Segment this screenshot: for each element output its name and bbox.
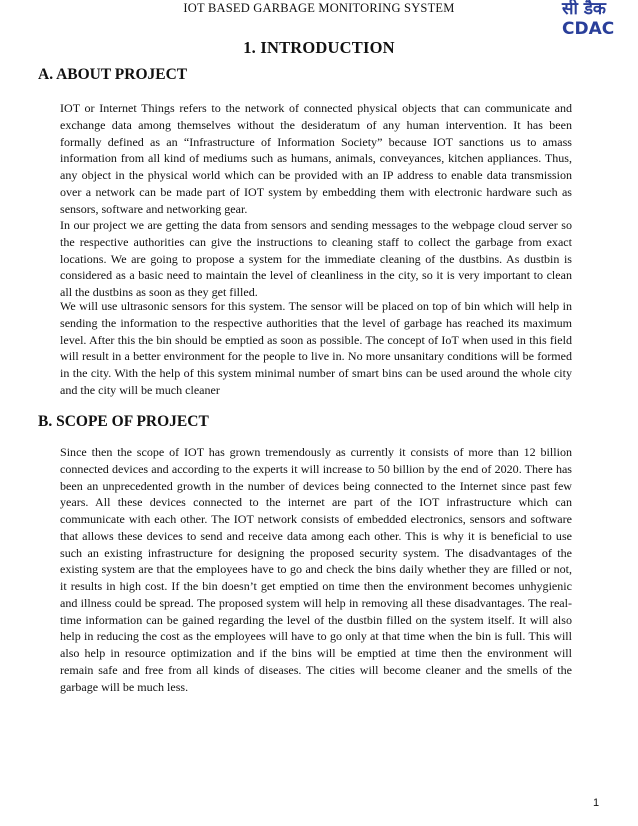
logo-latin-text: CDAC xyxy=(562,19,615,39)
scope-paragraph-1: Since then the scope of IOT has grown tremendously as currently it consists of more than 12 billion connected devices and according to the experts it will increase to 50 billion by the end of 2020. There has been an unprecedented growth in the number of devices being connected to the Internet since past few years. All these devices connected to the internet are part of the IOT infrastructure which can communicate with each other. The IOT network consists of embedded electronics, sensors and software that allows these devices to send and receive data among each other. This is why it is beneficial to use such an existing infrastructure for designing the proposed security system. The disadvantages of the existing system are that the employees have to go and check the bins daily whether they are filled or not, it results in high cost. If the bin doesn’t get emptied on time then the environment becomes unhygienic and illness could be spread. The proposed system will help in removing all these disadvantages. The real-time information can be gained regarding the level of the dustbin filled on the system itself. It will also help in reducing the cost as the employees will have to go only at that time when the bin is full. This will also help in resource optimization and if the bins will be emptied at time then the environment will remain safe and free from all kinds of diseases. The cities will become cleaner and the smells of the garbage will be much less. xyxy=(60,445,572,694)
section-title-about: A. ABOUT PROJECT xyxy=(38,66,188,83)
page-header xyxy=(0,0,638,22)
about-paragraph-1: IOT or Internet Things refers to the network of connected physical objects that can communicate and exchange data among themselves without the desideratum of any human intervention. It has been formally defined as an “Infrastructure of Information Society” because IOT sanctions us to amass information from all kind of mediums such as humans, animals, conveyances, kitchen appliances. Thus, any object in the physical world which can be provided with an IP address to enable data transmission over a network can be made part of IOT system by embedding them with electronic hardware such as sensors, software and networking gear. xyxy=(60,101,572,216)
about-paragraph-3: We will use ultrasonic sensors for this system. The sensor will be placed on top of bin which will help in sending the information to the respective authorities that the level of garbage has reached its maximum level. After this the bin should be emptied as soon as possible. The concept of IoT when used in this field will result in a better environment for the people to live in. No more unsanitary conditions will be formed in the city. With the help of this system minimal number of smart bins can be used around the whole city and the city will be much cleaner xyxy=(60,299,572,397)
chapter-title: 1. INTRODUCTION xyxy=(243,38,395,57)
running-header-title: IOT BASED GARBAGE MONITORING SYSTEM xyxy=(183,1,455,15)
section-title-scope: B. SCOPE OF PROJECT xyxy=(38,413,209,430)
logo-hindi-text: सी डैक xyxy=(562,0,606,19)
cdac-logo xyxy=(560,0,620,40)
about-paragraph-2: In our project we are getting the data from sensors and sending messages to the webpage cloud server so the respective authorities can give the instructions to cleaning staff to collect the garbage from exact locations. We are going to propose a system for the immediate cleaning of the dustbins. As dustbin is considered as a basic need to maintain the level of cleanliness in the city, so it is very important to clean all the dustbins as soon as they get filled. xyxy=(60,218,572,299)
page-number: 1 xyxy=(593,797,600,809)
